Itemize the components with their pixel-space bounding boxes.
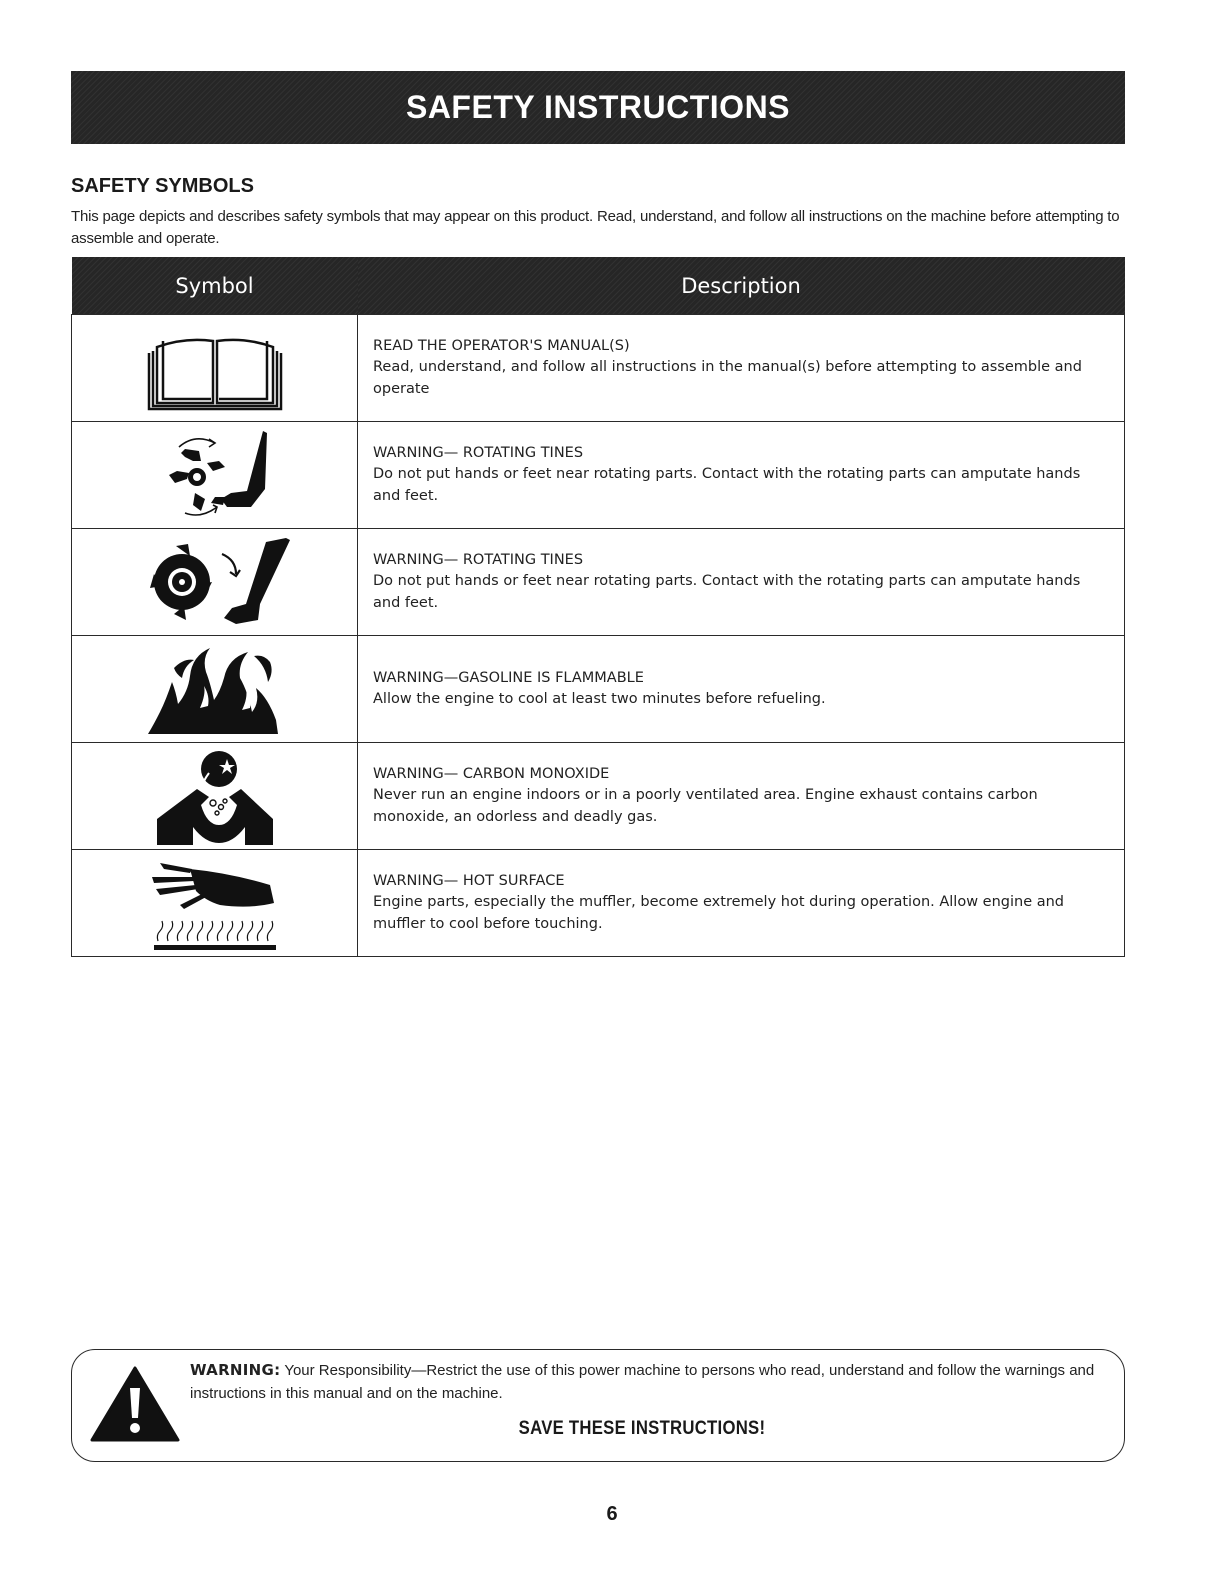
symbol-column-header: Symbol [72, 257, 358, 315]
safety-symbols-table [71, 257, 1125, 957]
table-row [72, 743, 1125, 850]
row-title: WARNING— ROTATING TINES [373, 444, 584, 461]
symbol-cell [72, 529, 358, 636]
table-row [72, 529, 1125, 636]
row-title: WARNING—GASOLINE IS FLAMMABLE [373, 669, 644, 686]
row-title: WARNING— CARBON MONOXIDE [373, 765, 610, 782]
save-instructions-heading: SAVE THESE INSTRUCTIONS! [518, 1418, 766, 1439]
row-text: Never run an engine indoors or in a poorly ventilated area. Engine exhaust contains carbon monoxide, an odorless and deadly gas. [373, 787, 1038, 825]
row-text: Do not put hands or feet near rotating parts. Contact with the rotating parts can amputate hands and feet. [373, 573, 1081, 611]
rotating-tines-foot-icon [140, 534, 290, 630]
description-cell [358, 422, 1125, 529]
section-title: SAFETY SYMBOLS [71, 175, 254, 197]
hot-surface-hand-icon [150, 855, 280, 951]
description-cell [358, 850, 1125, 957]
row-text: Read, understand, and follow all instructions in the manual(s) before attempting to assemble and operate [373, 359, 1082, 397]
table-row [72, 422, 1125, 529]
page-title: SAFETY INSTRUCTIONS [405, 89, 791, 125]
description-column-header: Description [358, 257, 1125, 315]
row-title: READ THE OPERATOR'S MANUAL(S) [373, 337, 630, 354]
description-cell [358, 743, 1125, 850]
row-title: WARNING— HOT SURFACE [373, 872, 565, 889]
warning-box [71, 1349, 1125, 1462]
description-cell [358, 636, 1125, 743]
carbon-monoxide-person-icon [157, 747, 273, 845]
row-text: Do not put hands or feet near rotating parts. Contact with the rotating parts can amputate hands and feet. [373, 466, 1081, 504]
symbol-cell [72, 636, 358, 743]
flames-icon [148, 642, 282, 736]
symbol-cell [72, 743, 358, 850]
table-row [72, 850, 1125, 957]
description-cell [358, 315, 1125, 422]
page-number: 6 [606, 1503, 618, 1525]
warning-message: Your Responsibility—Restrict the use of this power machine to persons who read, understand and follow the warnings and instructions in this manual and on the machine. [190, 1362, 1095, 1402]
symbol-cell [72, 850, 358, 957]
symbol-cell [72, 422, 358, 529]
rotating-tines-hand-icon [155, 427, 275, 523]
row-text: Allow the engine to cool at least two minutes before refueling. [373, 691, 826, 707]
warning-text-block [190, 1359, 1110, 1405]
row-text: Engine parts, especially the muffler, become extremely hot during operation. Allow engine and muffler to cool before touching. [373, 894, 1065, 932]
warning-label: WARNING: [190, 1361, 281, 1379]
operator-manual-book-icon [145, 323, 285, 413]
table-row [72, 636, 1125, 743]
symbol-cell [72, 315, 358, 422]
table-header-row [72, 257, 1125, 315]
row-title: WARNING— ROTATING TINES [373, 551, 584, 568]
description-cell [358, 529, 1125, 636]
table-row [72, 315, 1125, 422]
section-intro: This page depicts and describes safety symbols that may appear on this product. Read, understand, and follow all instructions on the machine before attempting to assemble and operate. [71, 208, 1120, 247]
title-banner [71, 71, 1125, 144]
